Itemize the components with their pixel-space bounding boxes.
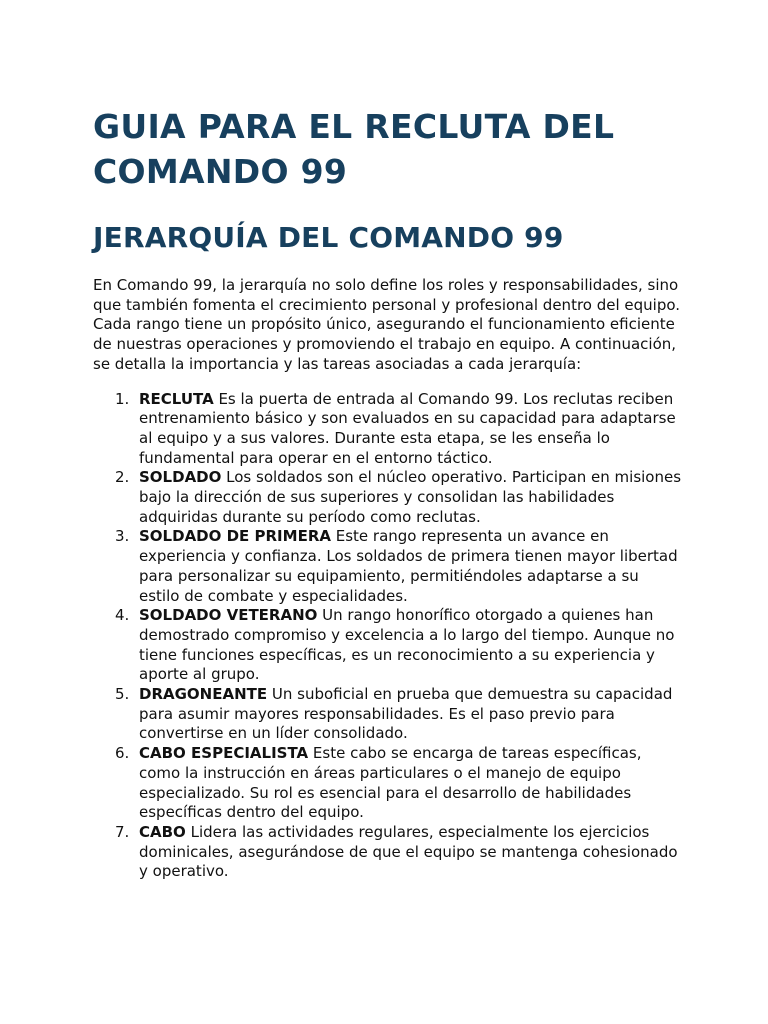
list-item-number: 4.: [115, 606, 130, 625]
list-item-number: 6.: [115, 744, 130, 763]
rank-name: CABO ESPECIALISTA: [139, 744, 309, 763]
section-title: JERARQUÍA DEL COMANDO 99: [93, 221, 564, 254]
rank-name: CABO: [139, 822, 186, 841]
rank-name: SOLDADO DE PRIMERA: [139, 527, 331, 546]
rank-name: SOLDADO VETERANO: [139, 606, 318, 625]
rank-description: Este cabo se encarga de tareas específicas, como la instrucción en áreas particulares o el manejo de equipo especializado. Su rol es esencial para el desarrollo de habilidades específicas dentro del equipo.: [139, 744, 642, 822]
rank-description: Es la puerta de entrada al Comando 99. Los reclutas reciben entrenamiento básico y son evaluados en su capacidad para adaptarse al equipo y a sus valores. Durante esta etapa, se les enseña lo fundamental para operar en el entorno táctico.: [139, 389, 676, 467]
list-item: [93, 606, 683, 685]
list-item: [93, 527, 683, 606]
list-item: [93, 685, 683, 744]
rank-description: Este rango representa un avance en experiencia y confianza. Los soldados de primera tienen mayor libertad para personalizar su equipamiento, permitiéndoles adaptarse a su estilo de combate y especialidades.: [139, 527, 678, 605]
list-item: [93, 390, 683, 469]
list-item-number: 3.: [115, 527, 130, 546]
rank-description: Los soldados son el núcleo operativo. Participan en misiones bajo la dirección de sus superiores y consolidan las habilidades adquiridas durante su período como reclutas.: [139, 468, 682, 526]
list-item-number: 2.: [115, 468, 130, 487]
rank-description: Lidera las actividades regulares, especialmente los ejercicios dominicales, asegurándose de que el equipo se mantenga cohesionado y operativo.: [139, 822, 678, 881]
rank-description: Un suboficial en prueba que demuestra su capacidad para asumir mayores responsabilidades. Es el paso previo para convertirse en un líder consolidado.: [139, 685, 673, 743]
intro-paragraph: En Comando 99, la jerarquía no solo define los roles y responsabilidades, sino que también fomenta el crecimiento personal y profesional dentro del equipo. Cada rango tiene un propósito único, asegurando el funcionamiento eficiente de nuestras operaciones y promoviendo el trabajo en equipo. A continuación, se detalla la importancia y las tareas asociadas a cada jerarquía:: [93, 276, 681, 373]
rank-description: Un rango honorífico otorgado a quienes han demostrado compromiso y excelencia a lo largo del tiempo. Aunque no tiene funciones específicas, es un reconocimiento a su experiencia y aporte al grupo.: [139, 606, 675, 684]
rank-name: RECLUTA: [139, 389, 214, 408]
list-item: [93, 823, 683, 882]
document-page: [93, 104, 693, 882]
list-item: [93, 744, 683, 823]
rank-name: SOLDADO: [139, 468, 222, 487]
list-item-number: 5.: [115, 685, 130, 704]
document-title: GUIA PARA EL RECLUTA DEL COMANDO 99: [93, 107, 615, 191]
list-item: [93, 468, 683, 527]
list-item-number: 1.: [115, 389, 130, 408]
rank-list: [93, 390, 683, 883]
rank-name: DRAGONEANTE: [139, 685, 268, 704]
list-item-number: 7.: [115, 822, 130, 841]
